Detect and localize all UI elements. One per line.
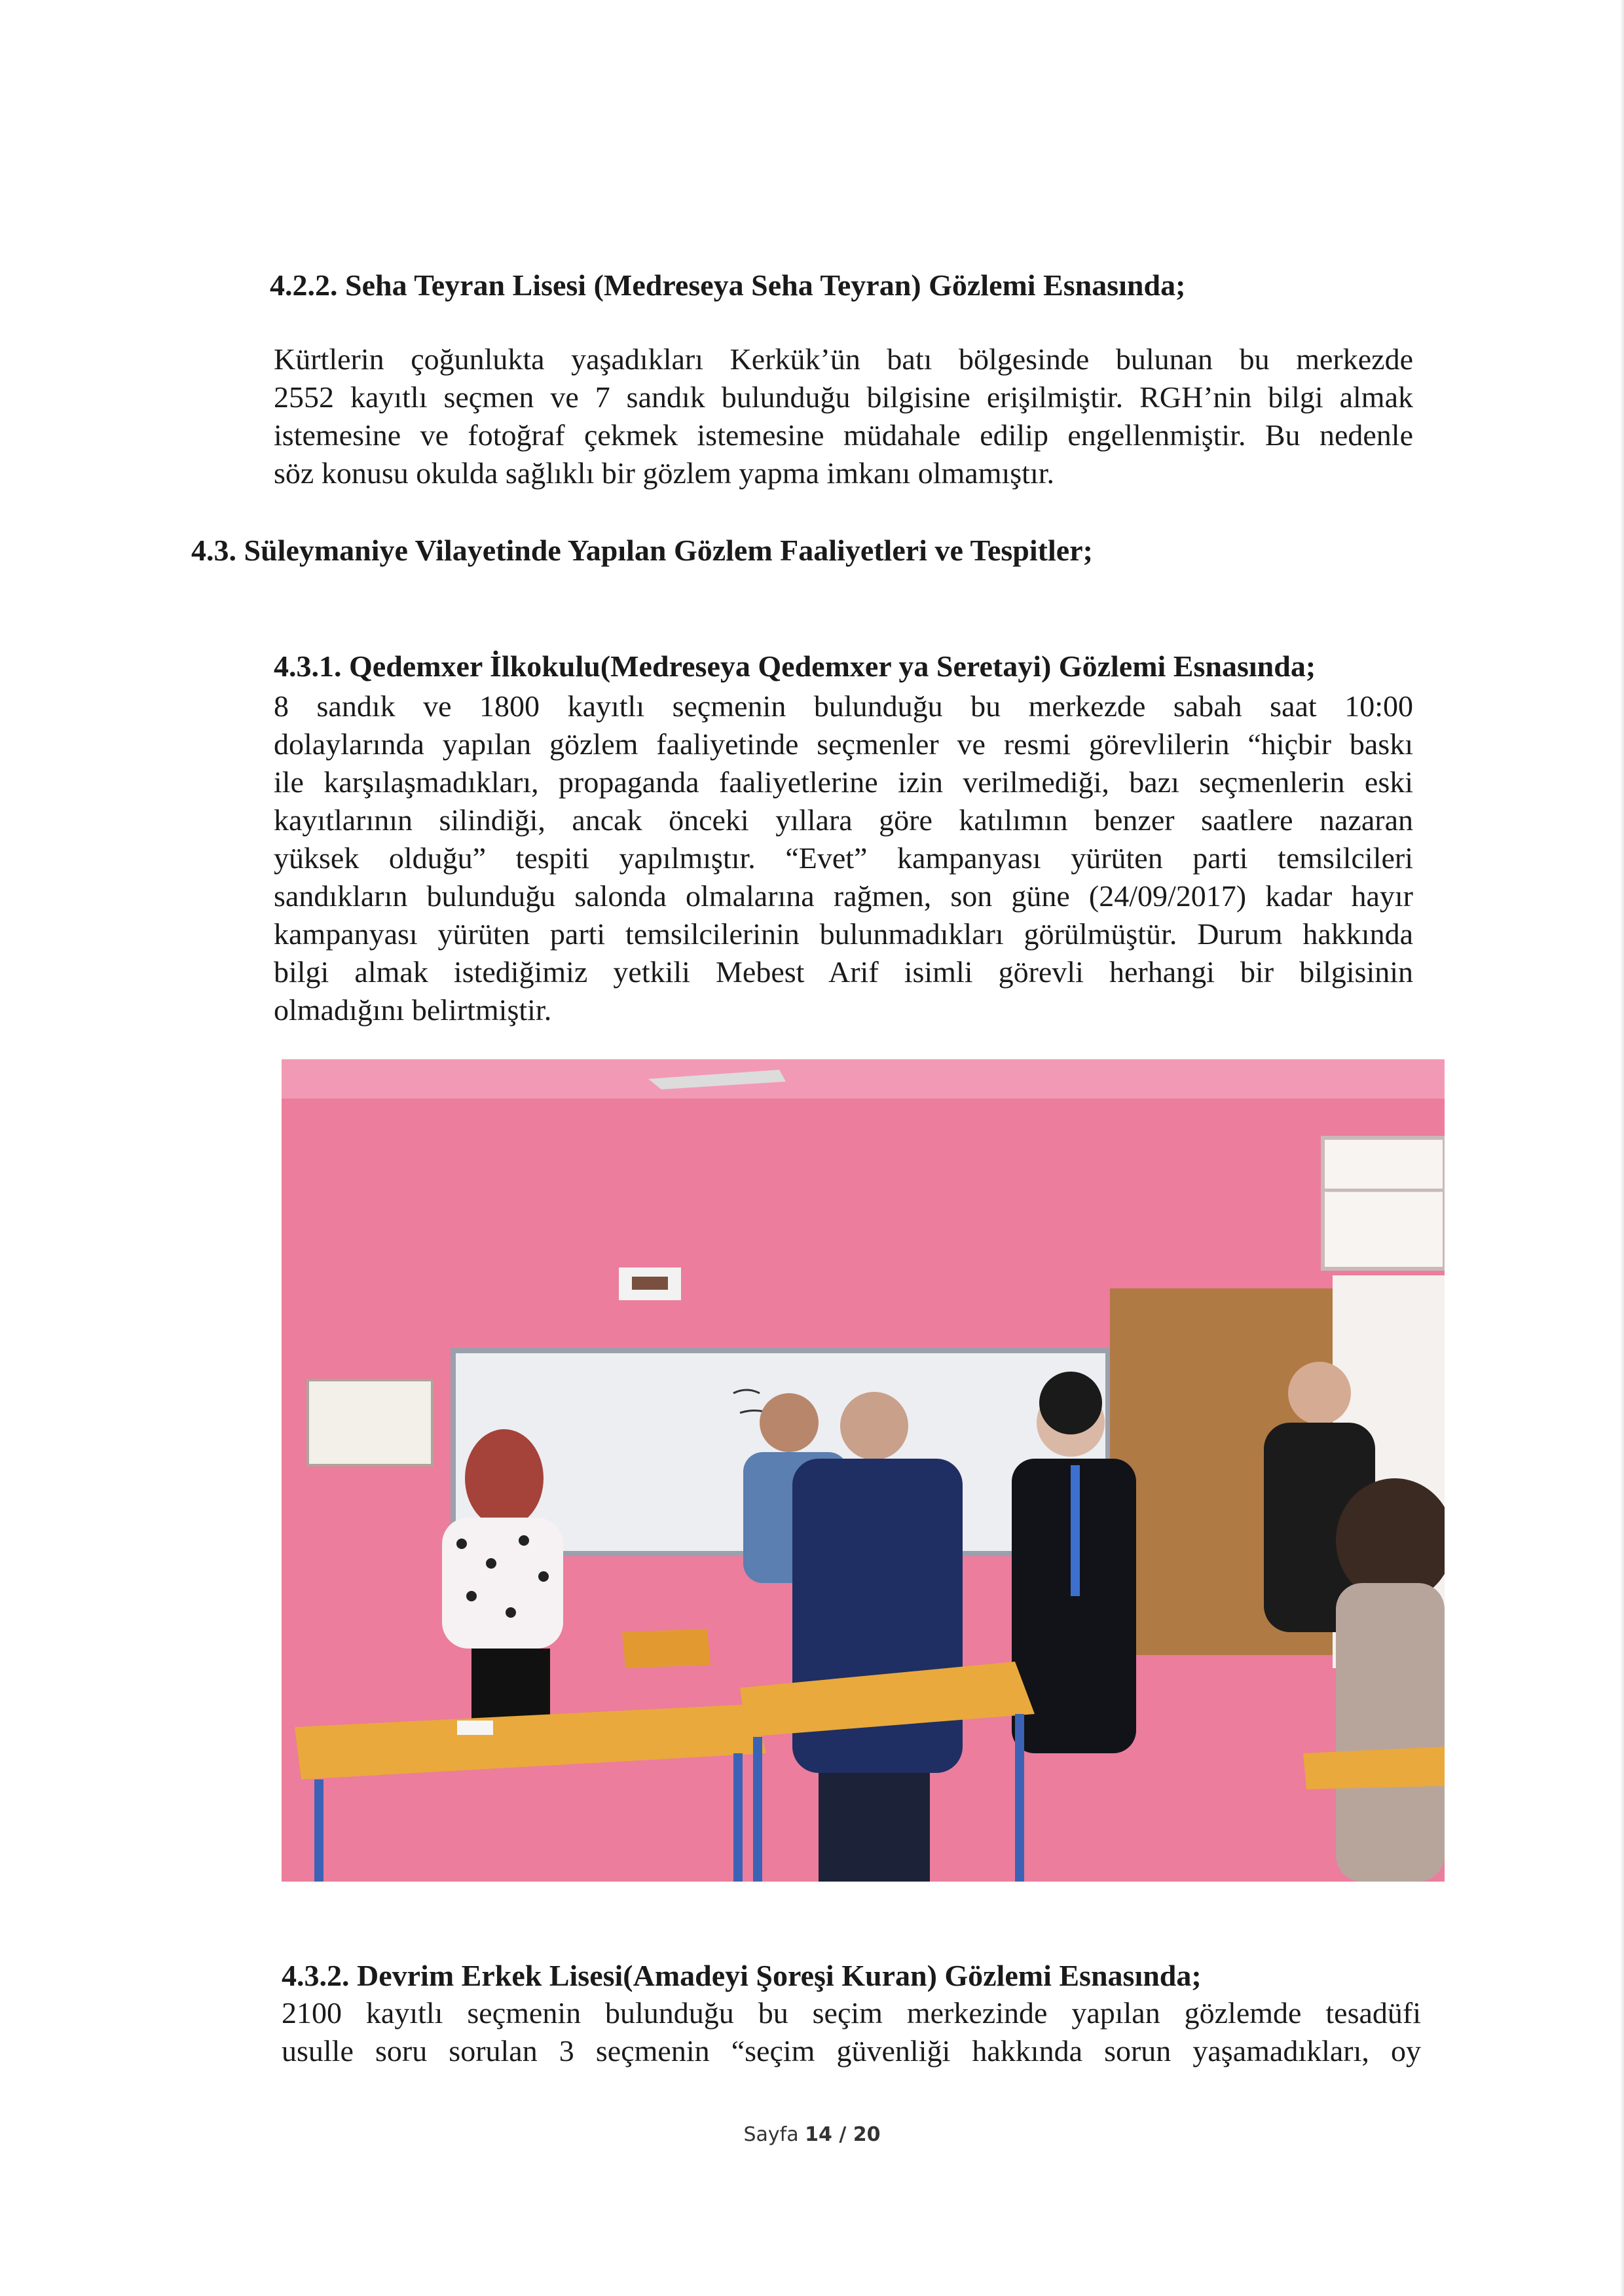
page-edge-shadow	[1620, 0, 1624, 2296]
body-line: istemesine ve fotoğraf çekmek istemesine müdahale edilip engellenmiştir. Bu nedenle	[274, 418, 1413, 452]
body-line: olmadığını belirtmiştir.	[274, 993, 552, 1027]
body-line: sandıkların bulunduğu salonda olmalarına rağmen, son güne (24/09/2017) kadar hayır	[274, 879, 1413, 913]
section-heading-4-2-2: 4.2.2. Seha Teyran Lisesi (Medreseya Seha Teyran) Gözlemi Esnasında;	[270, 268, 1186, 302]
body-line: 2100 kayıtlı seçmenin bulunduğu bu seçim merkezinde yapılan gözlemde tesadüfi	[282, 1996, 1421, 2030]
body-line: 2552 kayıtlı seçmen ve 7 sandık bulunduğu bilgisine erişilmiştir. RGH’nin bilgi almak	[274, 380, 1413, 414]
section-body-4-2-2	[274, 340, 1413, 492]
body-line: yüksek olduğu” tespiti yapılmıştır. “Evet” kampanyası yürüten parti temsilcileri	[274, 841, 1413, 875]
section-body-4-3-2	[282, 1994, 1421, 2070]
body-line: kayıtlarının silindiği, ancak önceki yıllara göre katılımın benzer saatlere nazaran	[274, 803, 1413, 837]
section-heading-4-3-1: 4.3.1. Qedemxer İlkokulu(Medreseya Qedemxer ya Seretayi) Gözlemi Esnasında;	[274, 649, 1316, 683]
section-heading-4-3-2: 4.3.2. Devrim Erkek Lisesi(Amadeyi Şoreşi Kuran) Gözlemi Esnasında;	[282, 1959, 1202, 1992]
ceiling-light	[282, 1059, 1445, 1099]
footer-page-word: Sayfa	[743, 2123, 799, 2146]
section-heading-4-3: 4.3. Süleymaniye Vilayetinde Yapılan Gözlem Faaliyetleri ve Tespitler;	[191, 534, 1093, 567]
body-line: bilgi almak istediğimiz yetkili Mebest Arif isimli görevli herhangi bir bilgisinin	[274, 955, 1413, 989]
photo-illustration	[282, 1059, 1445, 1882]
body-line: dolaylarında yapılan gözlem faaliyetinde seçmenler ve resmi görevlilerin “hiçbir baskı	[274, 727, 1413, 761]
notice-board	[308, 1380, 432, 1465]
page-footer	[0, 2123, 1624, 2146]
polling-station-photo	[282, 1059, 1445, 1882]
body-line: Kürtlerin çoğunlukta yaşadıkları Kerkük’ün batı bölgesinde bulunan bu merkezde	[274, 342, 1413, 376]
footer-page-number: 14 / 20	[805, 2123, 881, 2146]
window	[1323, 1138, 1445, 1269]
body-line: kampanyası yürüten parti temsilcilerinin bulunmadıkları görülmüştür. Durum hakkında	[274, 917, 1413, 951]
body-line: söz konusu okulda sağlıklı bir gözlem yapma imkanı olmamıştır.	[274, 456, 1055, 490]
body-line: 8 sandık ve 1800 kayıtlı seçmenin bulunduğu bu merkezde sabah saat 10:00	[274, 689, 1413, 723]
section-body-4-3-1	[274, 687, 1413, 1029]
body-line: ile karşılaşmadıkları, propaganda faaliyetlerine izin verilmediği, bazı seçmenlerin eski	[274, 765, 1413, 799]
body-line: usulle soru sorulan 3 seçmenin “seçim güvenliği hakkında sorun yaşamadıkları, oy	[282, 2034, 1421, 2068]
